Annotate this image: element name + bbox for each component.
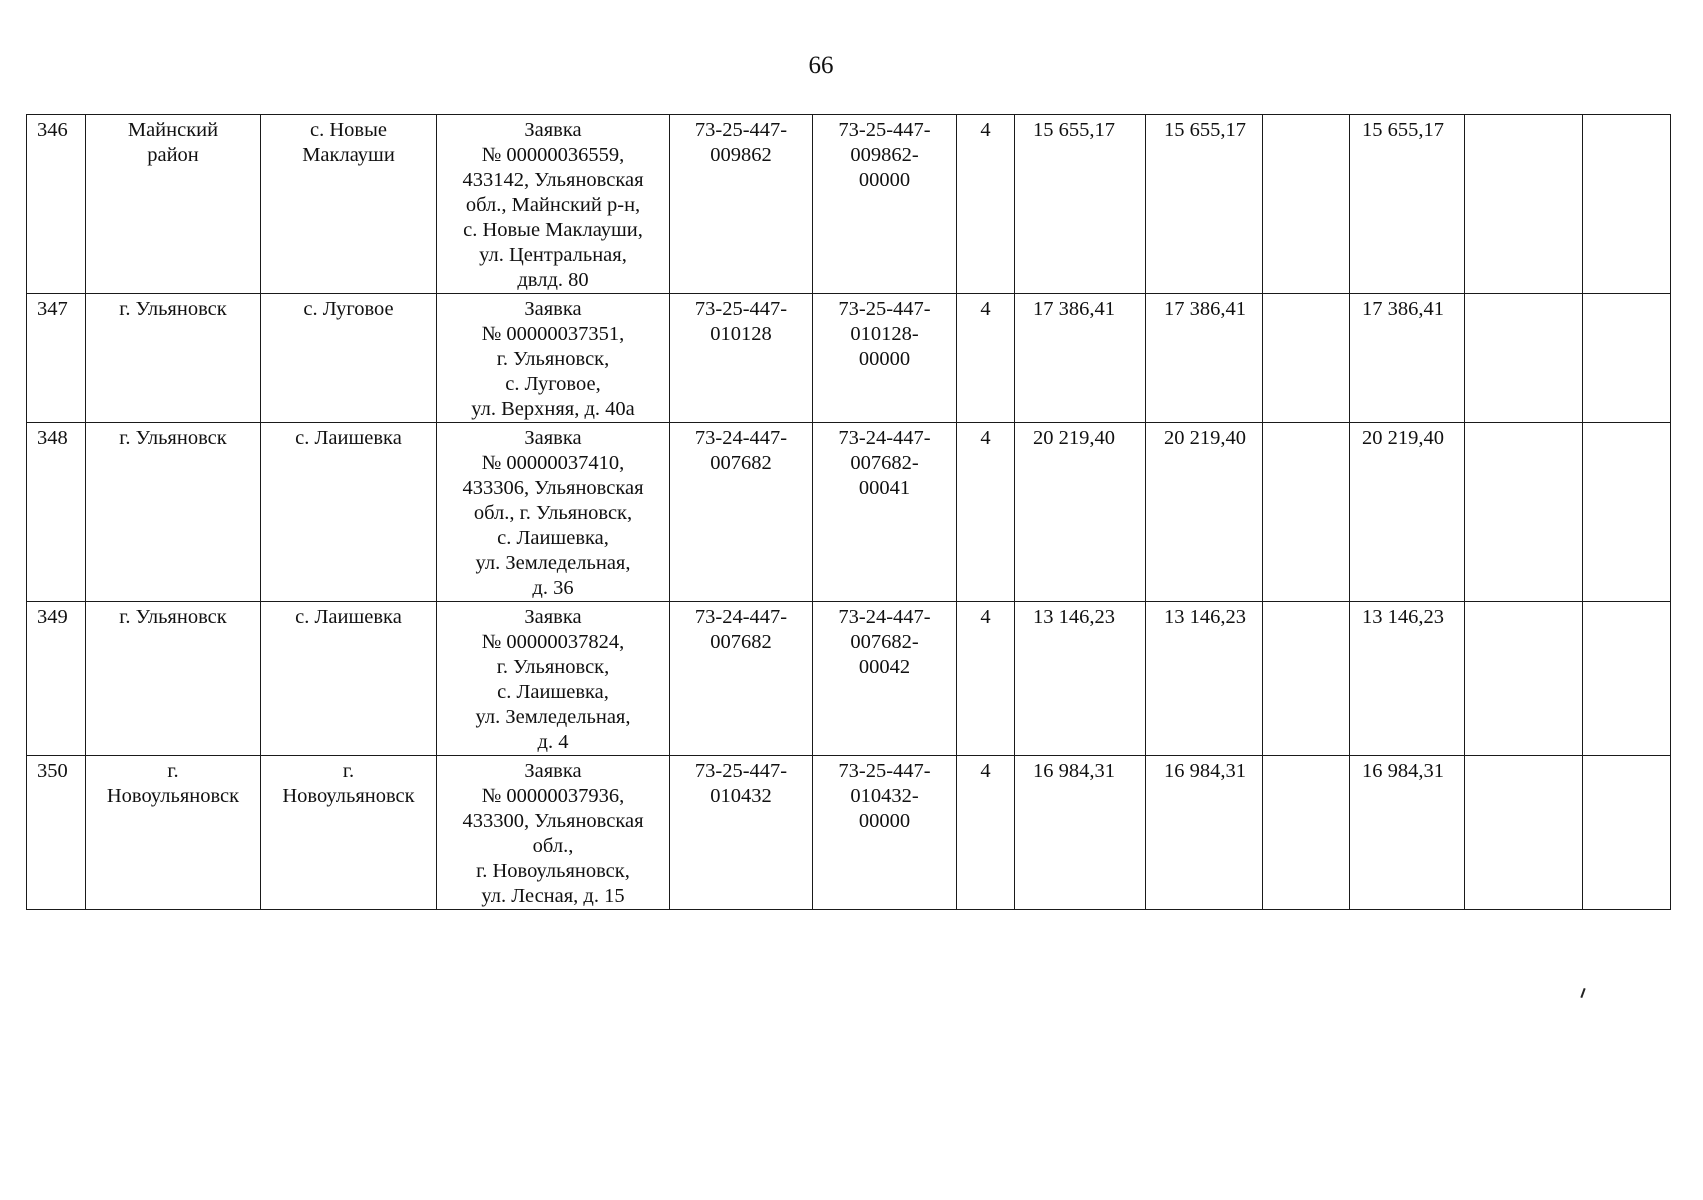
amount-total-cell: 17 386,41 <box>1015 294 1146 423</box>
table-row <box>27 423 1671 602</box>
extra-empty-cell <box>1465 423 1583 602</box>
cadastral-number-line: 73-24-447- <box>694 427 788 449</box>
quantity-cell: 4 <box>957 115 1015 294</box>
extra-empty-cell-2 <box>1583 294 1671 423</box>
amount-second-cell: 17 386,41 <box>1146 294 1263 423</box>
extra-empty-cell-2 <box>1583 602 1671 756</box>
request-address-line: № 00000037936, <box>481 785 625 807</box>
cadastral-number-line: 73-25-447- <box>694 119 788 141</box>
amount-fourth-cell: 16 984,31 <box>1350 756 1465 910</box>
district-line: г. Ульяновск <box>119 298 227 320</box>
locality-line: с. Лаишевка <box>295 427 402 449</box>
table-body <box>27 115 1671 910</box>
request-address-line: Заявка <box>524 119 582 141</box>
row-number-cell: 350 <box>27 756 86 910</box>
request-address-line: обл., г. Ульяновск, <box>473 502 633 524</box>
extra-empty-cell <box>1465 115 1583 294</box>
request-address-cell <box>437 756 670 910</box>
request-address-line: Заявка <box>524 606 582 628</box>
amount-second-cell: 15 655,17 <box>1146 115 1263 294</box>
amount-empty-cell <box>1263 423 1350 602</box>
cadastral-number-line: 010432 <box>710 785 772 807</box>
cadastral-full-number-line: 010432- <box>850 785 919 807</box>
page-number: 66 <box>808 52 834 79</box>
district-line: район <box>147 144 199 166</box>
request-address-line: г. Ульяновск, <box>496 656 610 678</box>
table-row <box>27 756 1671 910</box>
district-line: г. Ульяновск <box>119 606 227 628</box>
amount-fourth-cell: 13 146,23 <box>1350 602 1465 756</box>
cadastral-number-cell <box>670 423 813 602</box>
request-address-line: д. 4 <box>537 731 569 753</box>
cadastral-full-number-line: 00000 <box>858 348 911 370</box>
request-address-cell <box>437 294 670 423</box>
table-row <box>27 115 1671 294</box>
cadastral-full-number-line: 007682- <box>850 452 919 474</box>
extra-empty-cell-2 <box>1583 756 1671 910</box>
cadastral-full-number-line: 00000 <box>858 810 911 832</box>
request-address-line: с. Новые Маклауши, <box>463 219 643 241</box>
scan-speck <box>1580 988 1585 998</box>
cadastral-full-number-cell <box>813 294 957 423</box>
request-address-cell <box>437 602 670 756</box>
extra-empty-cell-2 <box>1583 423 1671 602</box>
request-address-line: Заявка <box>524 760 582 782</box>
amount-total-cell: 16 984,31 <box>1015 756 1146 910</box>
request-address-cell <box>437 423 670 602</box>
cadastral-full-number-cell <box>813 756 957 910</box>
request-address-line: с. Лаишевка, <box>497 681 609 703</box>
request-address-line: ул. Верхняя, д. 40а <box>471 398 635 420</box>
amount-fourth-cell: 20 219,40 <box>1350 423 1465 602</box>
cadastral-full-number-line: 00041 <box>858 477 911 499</box>
extra-empty-cell <box>1465 602 1583 756</box>
amount-total-cell: 13 146,23 <box>1015 602 1146 756</box>
cadastral-full-number-line: 00000 <box>858 169 911 191</box>
row-number-cell: 348 <box>27 423 86 602</box>
extra-empty-cell <box>1465 294 1583 423</box>
district-cell <box>86 294 261 423</box>
quantity-cell: 4 <box>957 294 1015 423</box>
cadastral-number-line: 73-25-447- <box>694 760 788 782</box>
quantity-cell: 4 <box>957 756 1015 910</box>
district-cell <box>86 423 261 602</box>
request-address-line: г. Ульяновск, <box>496 348 610 370</box>
quantity-cell: 4 <box>957 423 1015 602</box>
request-address-line: ул. Центральная, <box>479 244 627 266</box>
request-address-line: № 00000037410, <box>481 452 625 474</box>
district-line: Новоульяновск <box>106 785 240 807</box>
request-address-line: № 00000037351, <box>481 323 625 345</box>
request-address-line: с. Лаишевка, <box>497 527 609 549</box>
request-address-line: обл., <box>532 835 574 857</box>
request-address-line: г. Новоульяновск, <box>476 860 630 882</box>
cadastral-full-number-line: 73-24-447- <box>838 606 931 628</box>
cadastral-full-number-line: 73-24-447- <box>838 427 931 449</box>
district-cell <box>86 756 261 910</box>
row-number-cell: 347 <box>27 294 86 423</box>
district-line: г. Ульяновск <box>119 427 227 449</box>
locality-line: с. Новые <box>310 119 387 141</box>
row-number-cell: 346 <box>27 115 86 294</box>
district-cell <box>86 115 261 294</box>
amount-empty-cell <box>1263 756 1350 910</box>
cadastral-full-number-line: 009862- <box>850 144 919 166</box>
cadastral-full-number-line: 00042 <box>858 656 911 678</box>
request-address-line: ул. Лесная, д. 15 <box>481 885 625 907</box>
extra-empty-cell-2 <box>1583 115 1671 294</box>
table-row <box>27 602 1671 756</box>
data-table <box>26 114 1671 910</box>
extra-empty-cell <box>1465 756 1583 910</box>
request-address-line: ул. Земледельная, <box>475 552 631 574</box>
locality-line: г. <box>342 760 355 782</box>
quantity-cell: 4 <box>957 602 1015 756</box>
request-address-line: № 00000037824, <box>481 631 625 653</box>
amount-fourth-cell: 17 386,41 <box>1350 294 1465 423</box>
amount-second-cell: 16 984,31 <box>1146 756 1263 910</box>
request-address-line: 433142, Ульяновская <box>462 169 644 191</box>
request-address-line: с. Луговое, <box>505 373 601 395</box>
cadastral-full-number-line: 73-25-447- <box>838 298 931 320</box>
request-address-cell <box>437 115 670 294</box>
cadastral-full-number-line: 010128- <box>850 323 919 345</box>
cadastral-number-line: 73-25-447- <box>694 298 788 320</box>
amount-empty-cell <box>1263 602 1350 756</box>
cadastral-full-number-cell <box>813 423 957 602</box>
cadastral-number-cell <box>670 756 813 910</box>
cadastral-number-line: 007682 <box>710 452 772 474</box>
amount-second-cell: 20 219,40 <box>1146 423 1263 602</box>
amount-empty-cell <box>1263 115 1350 294</box>
amount-empty-cell <box>1263 294 1350 423</box>
locality-line: с. Луговое <box>303 298 394 320</box>
request-address-line: Заявка <box>524 427 582 449</box>
amount-fourth-cell: 15 655,17 <box>1350 115 1465 294</box>
cadastral-number-line: 010128 <box>710 323 772 345</box>
district-line: Майнский <box>127 119 219 141</box>
amount-second-cell: 13 146,23 <box>1146 602 1263 756</box>
cadastral-number-cell <box>670 115 813 294</box>
request-address-line: 433306, Ульяновская <box>462 477 644 499</box>
amount-total-cell: 20 219,40 <box>1015 423 1146 602</box>
locality-line: Маклауши <box>302 144 395 166</box>
table-row <box>27 294 1671 423</box>
cadastral-number-cell <box>670 602 813 756</box>
district-cell <box>86 602 261 756</box>
district-line: г. <box>167 760 179 782</box>
locality-cell <box>261 756 437 910</box>
cadastral-full-number-line: 007682- <box>850 631 919 653</box>
locality-cell <box>261 294 437 423</box>
locality-cell <box>261 423 437 602</box>
cadastral-number-line: 73-24-447- <box>694 606 788 628</box>
request-address-line: двлд. 80 <box>517 269 589 291</box>
locality-cell <box>261 602 437 756</box>
request-address-line: ул. Земледельная, <box>475 706 631 728</box>
request-address-line: 433300, Ульяновская <box>462 810 644 832</box>
cadastral-number-line: 007682 <box>710 631 772 653</box>
locality-line: Новоульяновск <box>282 785 415 807</box>
cadastral-full-number-cell <box>813 602 957 756</box>
cadastral-full-number-line: 73-25-447- <box>838 760 931 782</box>
locality-cell <box>261 115 437 294</box>
request-address-line: обл., Майнский р-н, <box>465 194 641 216</box>
cadastral-number-cell <box>670 294 813 423</box>
cadastral-full-number-line: 73-25-447- <box>838 119 931 141</box>
cadastral-number-line: 009862 <box>710 144 772 166</box>
amount-total-cell: 15 655,17 <box>1015 115 1146 294</box>
row-number-cell: 349 <box>27 602 86 756</box>
request-address-line: Заявка <box>524 298 582 320</box>
locality-line: с. Лаишевка <box>295 606 402 628</box>
cadastral-full-number-cell <box>813 115 957 294</box>
request-address-line: д. 36 <box>532 577 574 599</box>
request-address-line: № 00000036559, <box>481 144 625 166</box>
